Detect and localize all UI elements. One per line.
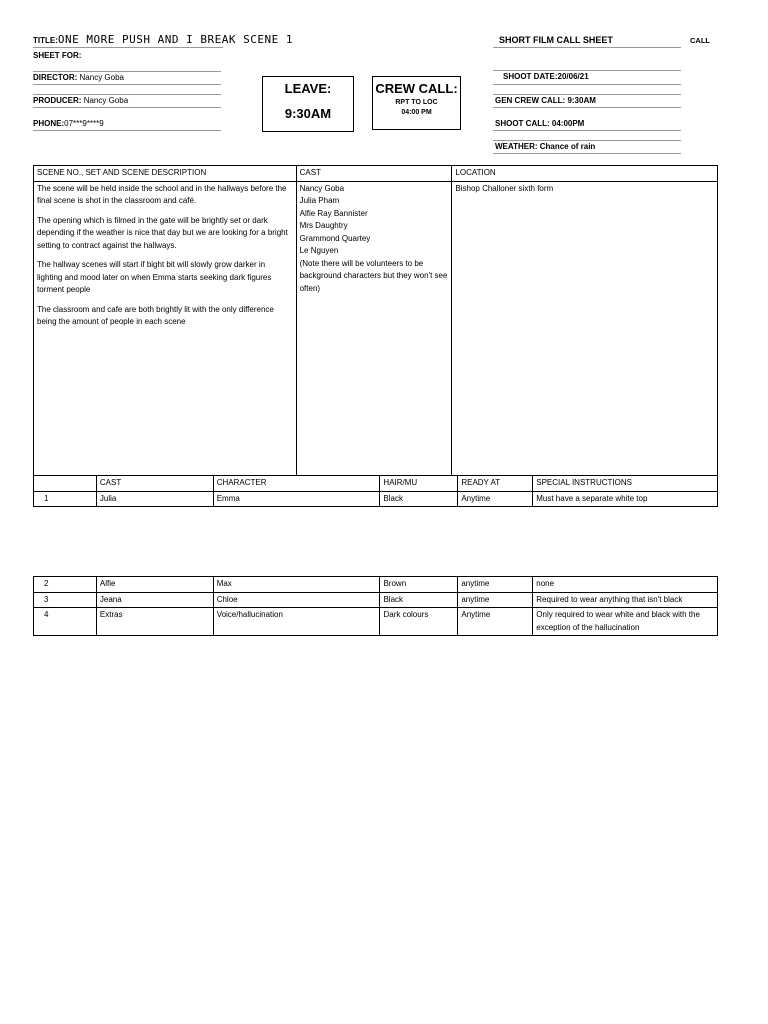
row-number: 2 xyxy=(34,577,97,593)
row-hair: Black xyxy=(380,491,458,507)
table-row xyxy=(34,608,718,636)
character-header: CHARACTER xyxy=(213,476,380,492)
leave-box xyxy=(262,76,354,132)
divider xyxy=(493,94,681,95)
table-row xyxy=(34,577,718,593)
leave-time: 9:30AM xyxy=(284,106,332,121)
producer-line xyxy=(33,96,128,105)
cast-list xyxy=(296,181,452,475)
cast-table-continued xyxy=(33,576,718,636)
row-special: Must have a separate white top xyxy=(533,491,718,507)
divider xyxy=(493,130,681,131)
cast-member: Le Nguyen xyxy=(299,246,339,255)
title-underline xyxy=(33,47,223,48)
director-label: DIRECTOR: xyxy=(33,73,78,82)
crew-call-line1: RPT TO LOC xyxy=(395,99,438,106)
row-cast: Julia xyxy=(96,491,213,507)
row-hair: Brown xyxy=(380,577,458,593)
description-paragraph: The opening which is filmed in the gate will be brightly set or dark depending if the weather is nice that day but we are looking for a bright setting to contract against the hallways. xyxy=(37,215,288,250)
director-value: Nancy Goba xyxy=(79,73,124,82)
leave-label: LEAVE: xyxy=(284,81,332,96)
description-paragraph: The classroom and cafe are both brightly lit with the only difference being the amount of people in each scene xyxy=(37,304,274,326)
sheet-heading: SHORT FILM CALL SHEET xyxy=(499,35,613,45)
cast-table xyxy=(33,475,718,507)
gen-crew-call: GEN CREW CALL: 9:30AM xyxy=(495,96,596,105)
cast-member: Julia Pham xyxy=(299,196,340,205)
row-cast: Jeana xyxy=(96,592,213,608)
row-character: Chloe xyxy=(213,592,380,608)
title-value: ONE MORE PUSH AND I BREAK SCENE 1 xyxy=(57,33,293,46)
row-number: 3 xyxy=(34,592,97,608)
phone-line xyxy=(33,119,104,128)
divider xyxy=(493,153,681,154)
weather: WEATHER: Chance of rain xyxy=(495,142,596,151)
table-row xyxy=(34,491,718,507)
row-special: Only required to wear white and black with the exception of the hallucination xyxy=(533,608,718,636)
special-header: SPECIAL INSTRUCTIONS xyxy=(533,476,718,492)
title-line xyxy=(33,33,293,46)
cast-header: CAST xyxy=(296,166,452,182)
divider xyxy=(33,94,221,95)
phone-value: 07***9****9 xyxy=(64,119,104,128)
row-character: Emma xyxy=(213,491,380,507)
row-number: 4 xyxy=(34,608,97,636)
hair-header: HAIR/MU xyxy=(380,476,458,492)
description-paragraph: The hallway scenes will start if bight bit will slowly grow darker in lighting and mood later on when Emma starts seeking dark figures torment people xyxy=(37,260,272,294)
cast-note: (Note there will be volunteers to be background characters but they won't see often) xyxy=(299,258,448,293)
director-line xyxy=(33,73,124,82)
row-special: none xyxy=(533,577,718,593)
scene-table xyxy=(33,165,718,476)
divider xyxy=(493,47,681,48)
scene-description xyxy=(34,181,297,475)
row-number: 1 xyxy=(34,491,97,507)
divider xyxy=(33,84,221,85)
divider xyxy=(33,130,221,131)
crew-call-box xyxy=(372,76,461,130)
location-value: Bishop Challoner sixth form xyxy=(452,181,718,475)
row-ready: anytime xyxy=(458,592,533,608)
row-ready: Anytime xyxy=(458,491,533,507)
row-cast: Alfie xyxy=(96,577,213,593)
scene-table-row xyxy=(34,181,718,475)
row-cast: Extras xyxy=(96,608,213,636)
divider xyxy=(33,107,221,108)
divider xyxy=(493,140,681,141)
cast-col-header: CAST xyxy=(96,476,213,492)
row-ready: anytime xyxy=(458,577,533,593)
description-paragraph: The scene will be held inside the school and in the hallways before the final scene is shot in the classroom and café. xyxy=(37,183,287,205)
title-label: TITLE: xyxy=(33,36,58,45)
row-hair: Dark colours xyxy=(380,608,458,636)
cast-member: Nancy Goba xyxy=(299,183,345,193)
row-character: Voice/hallucination xyxy=(213,608,380,636)
num-header xyxy=(34,476,97,492)
location-header: LOCATION xyxy=(452,166,718,182)
table-row xyxy=(34,592,718,608)
divider xyxy=(493,107,681,108)
row-ready: Anytime xyxy=(458,608,533,636)
phone-label: PHONE: xyxy=(33,119,65,128)
row-character: Max xyxy=(213,577,380,593)
divider xyxy=(493,84,681,85)
sheet-for-label: SHEET FOR: xyxy=(33,51,82,60)
cast-table-header xyxy=(34,476,718,492)
ready-header: READY AT xyxy=(458,476,533,492)
scene-header: SCENE NO., SET AND SCENE DESCRIPTION xyxy=(34,166,297,182)
cast-member: Grammond Quartey xyxy=(299,233,371,243)
call-label: CALL xyxy=(690,36,710,45)
row-special: Required to wear anything that isn't black xyxy=(533,592,718,608)
row-hair: Black xyxy=(380,592,458,608)
shoot-call: SHOOT CALL: 04:00PM xyxy=(495,119,585,128)
scene-table-header xyxy=(34,166,718,182)
cast-member: Alfie Ray Bannister xyxy=(299,208,368,218)
crew-call-label: CREW CALL: xyxy=(375,81,458,96)
producer-label: PRODUCER: xyxy=(33,96,82,105)
crew-call-line2: 04:00 PM xyxy=(401,109,432,116)
shoot-date: SHOOT DATE:20/06/21 xyxy=(503,72,589,81)
divider xyxy=(493,70,681,71)
divider xyxy=(33,71,221,72)
producer-value: Nancy Goba xyxy=(83,96,129,105)
cast-member: Mrs Daughtry xyxy=(299,221,348,230)
